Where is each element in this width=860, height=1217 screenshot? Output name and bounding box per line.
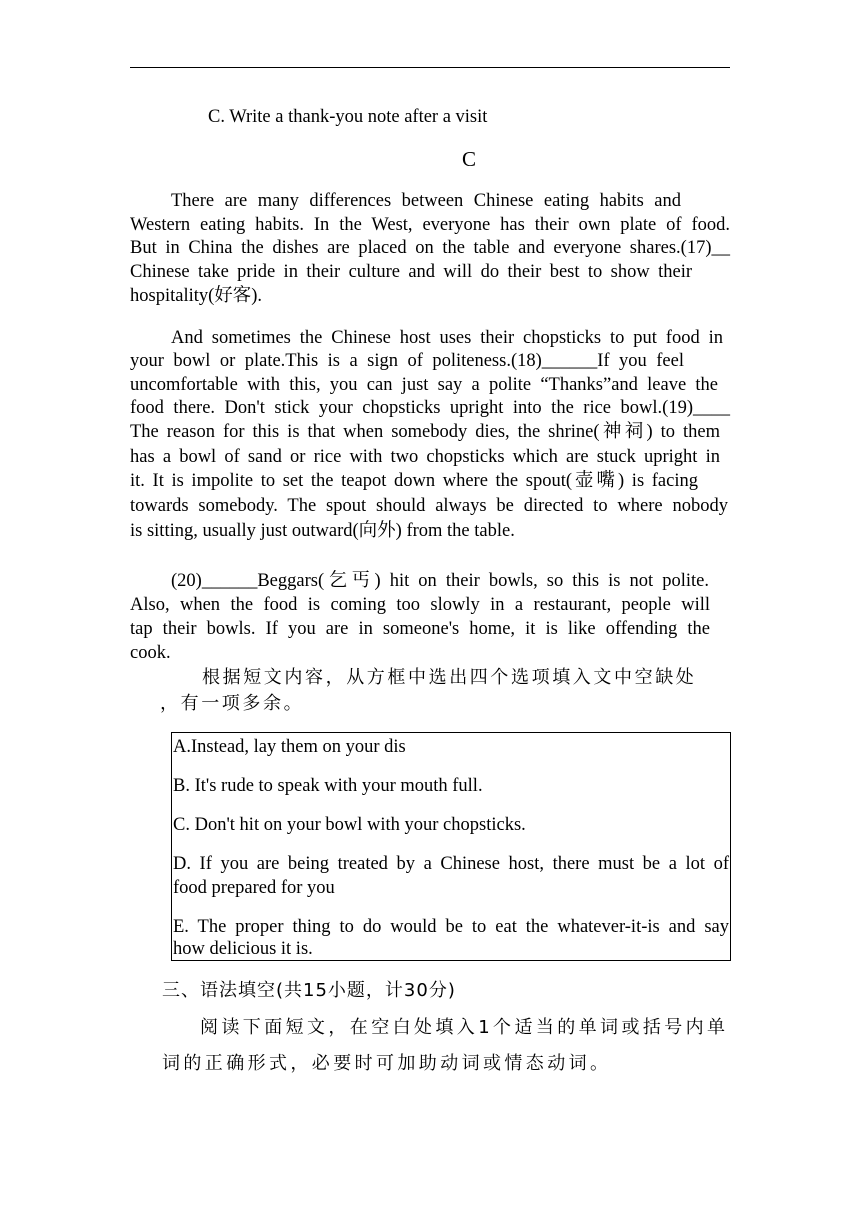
paragraph-2-line-7: it. It is impolite to set the teapot down where the spout(壶嘴) is facing	[130, 471, 698, 491]
paragraph-2-line-9: is sitting, usually just outward(向外) from the table.	[130, 521, 515, 541]
paragraph-1-line-4: Chinese take pride in their culture and will do their best to show their	[130, 262, 692, 282]
option-d-line-2: food prepared for you	[173, 878, 335, 898]
paragraph-2-line-5: The reason for this is that when somebody dies, the shrine(神祠) to them	[130, 422, 720, 442]
option-e-line-1: E. The proper thing to do would be to eat the whatever-it-is and say	[173, 917, 729, 937]
paragraph-1-line-1: There are many differences between Chinese eating habits and	[171, 191, 681, 211]
section-3-title: 三、语法填空(共15小题，计30分)	[162, 980, 456, 1001]
options-box	[171, 732, 731, 961]
paragraph-3-line-3: tap their bowls. If you are in someone's home, it is like offending the	[130, 619, 710, 639]
option-c: C. Don't hit on your bowl with your chopsticks.	[173, 815, 526, 835]
section-3-instruction-line-1: 阅读下面短文，在空白处填入1个适当的单词或括号内单	[200, 1017, 729, 1038]
option-d-line-1: D. If you are being treated by a Chinese host, there must be a lot of	[173, 854, 729, 874]
paragraph-2-line-4: food there. Don't stick your chopsticks upright into the rice bowl.(19)____	[130, 398, 730, 418]
paragraph-3-line-1: (20)______Beggars(乞丐) hit on their bowls, so this is not polite.	[171, 571, 709, 591]
option-e-line-2: how delicious it is.	[173, 939, 313, 959]
paragraph-2-line-6: has a bowl of sand or rice with two chopsticks which are stuck upright in	[130, 447, 720, 467]
paragraph-1-line-2: Western eating habits. In the West, everyone has their own plate of food.	[130, 215, 730, 235]
paragraph-2-line-3: uncomfortable with this, you can just say a polite “Thanks”and leave the	[130, 375, 718, 395]
previous-option-c: C. Write a thank-you note after a visit	[208, 107, 488, 127]
header-rule	[130, 67, 730, 68]
paragraph-1-line-3: But in China the dishes are placed on the table and everyone shares.(17)__	[130, 238, 730, 258]
paragraph-1-line-5: hospitality(好客).	[130, 286, 263, 306]
section-heading: C	[461, 147, 476, 171]
option-a: A.Instead, lay them on your dis	[173, 737, 406, 757]
paragraph-2-line-1: And sometimes the Chinese host uses their chopsticks to put food in	[171, 328, 723, 348]
option-b: B. It's rude to speak with your mouth full.	[173, 776, 483, 796]
section-3-instruction-line-2: 词的正确形式，必要时可加助动词或情态动词。	[162, 1053, 612, 1074]
instruction-line-1: 根据短文内容，从方框中选出四个选项填入文中空缺处	[202, 667, 697, 688]
paragraph-2-line-2: your bowl or plate.This is a sign of politeness.(18)______If you feel	[130, 351, 684, 371]
paragraph-3-line-4: cook.	[130, 643, 171, 663]
instruction-line-2: ，有一项多余。	[160, 693, 305, 714]
paragraph-3-line-2: Also, when the food is coming too slowly in a restaurant, people will	[130, 595, 710, 615]
paragraph-2-line-8: towards somebody. The spout should always be directed to where nobody	[130, 496, 728, 516]
